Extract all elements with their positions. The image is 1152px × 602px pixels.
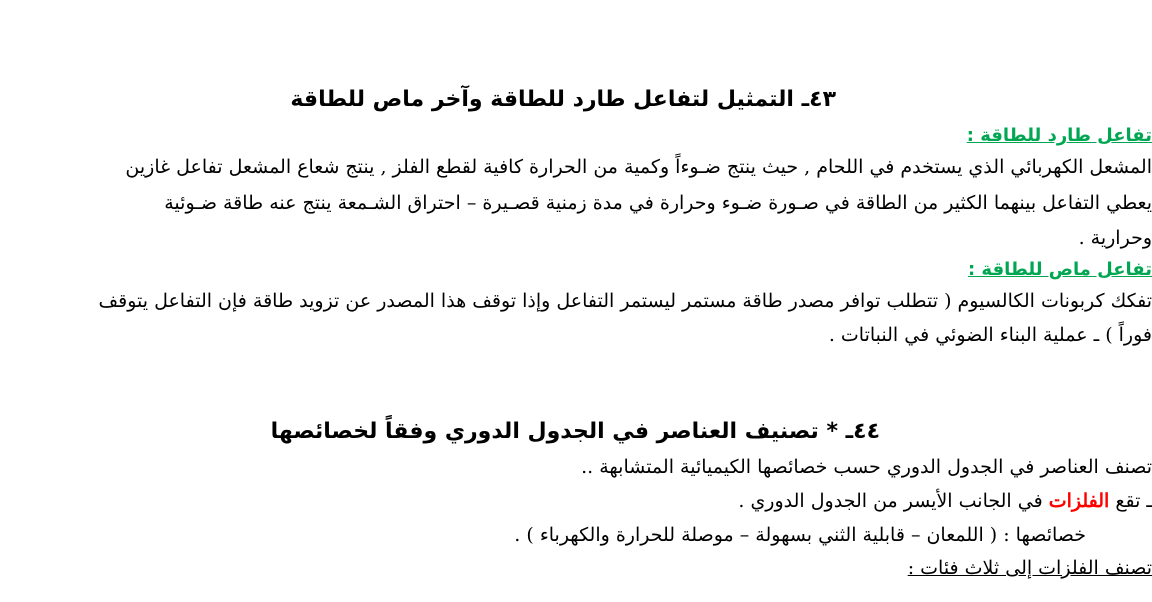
endo-heading-line [968,254,1152,285]
endo-line-1: تفكك كربونات الكالسيوم ( تتطلب توافر مصدر طاقة مستمر ليستمر التفاعل وإذا توقف هذا المصدر عن تزويد طاقة فإن التفاعل يتوقف [98,290,1152,312]
metals-keyword: الفلزات [1048,490,1110,512]
metals-location-prefix: ـ تقع [1115,490,1152,512]
exo-heading-line [967,120,1152,151]
classify-line-1: تصنف العناصر في الجدول الدوري حسب خصائصها الكيميائية المتشابهة .. [581,456,1152,478]
metals-categories: تصنف الفلزات إلى ثلاث فئات : [907,557,1152,579]
metals-location-line [738,486,1152,516]
exo-heading: تفاعل طارد للطاقة : [966,125,1152,146]
section-43-title: ٤٣ـ التمثيل لتفاعل طارد للطاقة وآخر ماص للطاقة [290,87,836,112]
exo-line-3: وحرارية . [1078,227,1152,249]
section-44-title: ٤٤ـ * تصنيف العناصر في الجدول الدوري وفقاً لخصائصها [270,419,880,444]
endo-line-2: فوراً ) ـ عملية البناء الضوئي في النباتات . [828,324,1152,346]
metals-location-suffix: في الجانب الأيسر من الجدول الدوري . [738,490,1043,512]
exo-line-2: يعطي التفاعل بينهما الكثير من الطاقة في صـورة ضـوء وحرارة في مدة زمنية قصـيرة – احتراق الشـمعة ينتج عنه طاقة ضـوئية [164,192,1152,214]
endo-heading: تفاعل ماص للطاقة : [967,259,1152,280]
metals-properties-line: خصائصها : ( اللمعان – قابلية الثني بسهولة – موصلة للحرارة والكهرباء ) . [514,524,1086,546]
exo-line-1: المشعل الكهربائي الذي يستخدم في اللحام , حيث ينتج ضـوءاً وكمية من الحرارة كافية لقطع الفلز , ينتج شعاع المشعل تفاعل غازين [125,156,1152,178]
metals-categories-line [908,553,1152,583]
